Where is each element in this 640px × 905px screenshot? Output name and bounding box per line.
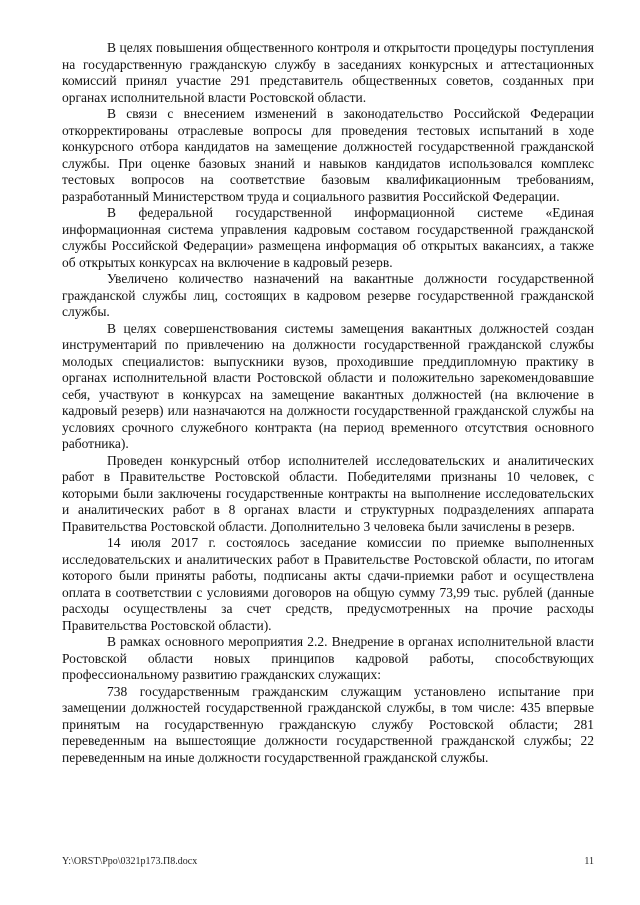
document-body bbox=[62, 40, 594, 766]
paragraph: В рамках основного мероприятия 2.2. Внедрение в органах исполнительной власти Ростовской области новых принципов кадровой работы, способствующих профессиональному развитию гражданских служащих: bbox=[62, 634, 594, 682]
paragraph: В связи с внесением изменений в законодательство Российской Федерации откорректированы отраслевые вопросы для проведения тестовых испытаний в ходе конкурсного отбора кандидатов на замещение должностей государственной гражданской службы. При оценке базовых знаний и навыков кандидатов использовался комплекс тестовых вопросов на соответствие базовым квалификационным требованиям, разработанный Министерством труда и социального развития Российской Федерации. bbox=[62, 106, 594, 204]
paragraph: В федеральной государственной информационной системе «Единая информационная система управления кадровым составом государственной гражданской службы Российской Федерации» размещена информация об открытых вакансиях, а также об открытых конкурсах на включение в кадровый резерв. bbox=[62, 205, 594, 270]
paragraph: 14 июля 2017 г. состоялось заседание комиссии по приемке выполненных исследовательских и аналитических работ в Правительстве Ростовской области, по итогам которого были приняты работы, подписаны акты сдачи-приемки работ и осуществлена оплата в соответствии с условиями договоров на общую сумму 73,99 тыс. рублей (данные расходы осуществлены за счет средств, предусмотренных на прочие расходы Правительства Ростовской области). bbox=[62, 535, 594, 633]
paragraph: Проведен конкурсный отбор исполнителей исследовательских и аналитических работ в Правительстве Ростовской области. Победителями признаны 10 человек, с которыми были заключены государственные контракты на выполнение исследовательских и аналитических работ в 8 органах власти и структурных подразделениях аппарата Правительства Ростовской области. Дополнительно 3 человека были зачислены в резерв. bbox=[62, 452, 594, 534]
paragraph: В целях повышения общественного контроля и открытости процедуры поступления на государственную гражданскую службу в заседаниях конкурсных и аттестационных комиссий принял участие 291 представитель общественных советов, созданных при органах исполнительной власти Ростовской области. bbox=[62, 40, 594, 105]
file-path: Y:\ORST\Ppo\0321p173.П8.docx bbox=[62, 856, 198, 867]
paragraph: Увеличено количество назначений на вакантные должности государственной гражданской службы лиц, состоящих в кадровом резерве государственной гражданской службы. bbox=[62, 271, 594, 319]
page-number: 11 bbox=[584, 856, 594, 867]
paragraph: 738 государственным гражданским служащим установлено испытание при замещении должностей государственной гражданской службы, в том числе: 435 впервые принятым на государственную гражданскую службу Ростовской области; 281 переведенным на вышестоящие должности государственной гражданской службы; 22 переведенным на иные должности государственной гражданской службы. bbox=[62, 683, 594, 765]
page-footer bbox=[62, 856, 594, 867]
paragraph: В целях совершенствования системы замещения вакантных должностей создан инструментарий по привлечению на должности государственной гражданской службы молодых специалистов: выпускники вузов, проходившие преддипломную практику в органах исполнительной власти Ростовской области и положительно зарекомендовавшие себя, участвуют в конкурсах на замещение вакантных должностей (на включение в кадровый резерв) или назначаются на должности государственной гражданской службы на условиях срочного служебного контракта (на период временного отсутствия основного работника). bbox=[62, 320, 594, 451]
